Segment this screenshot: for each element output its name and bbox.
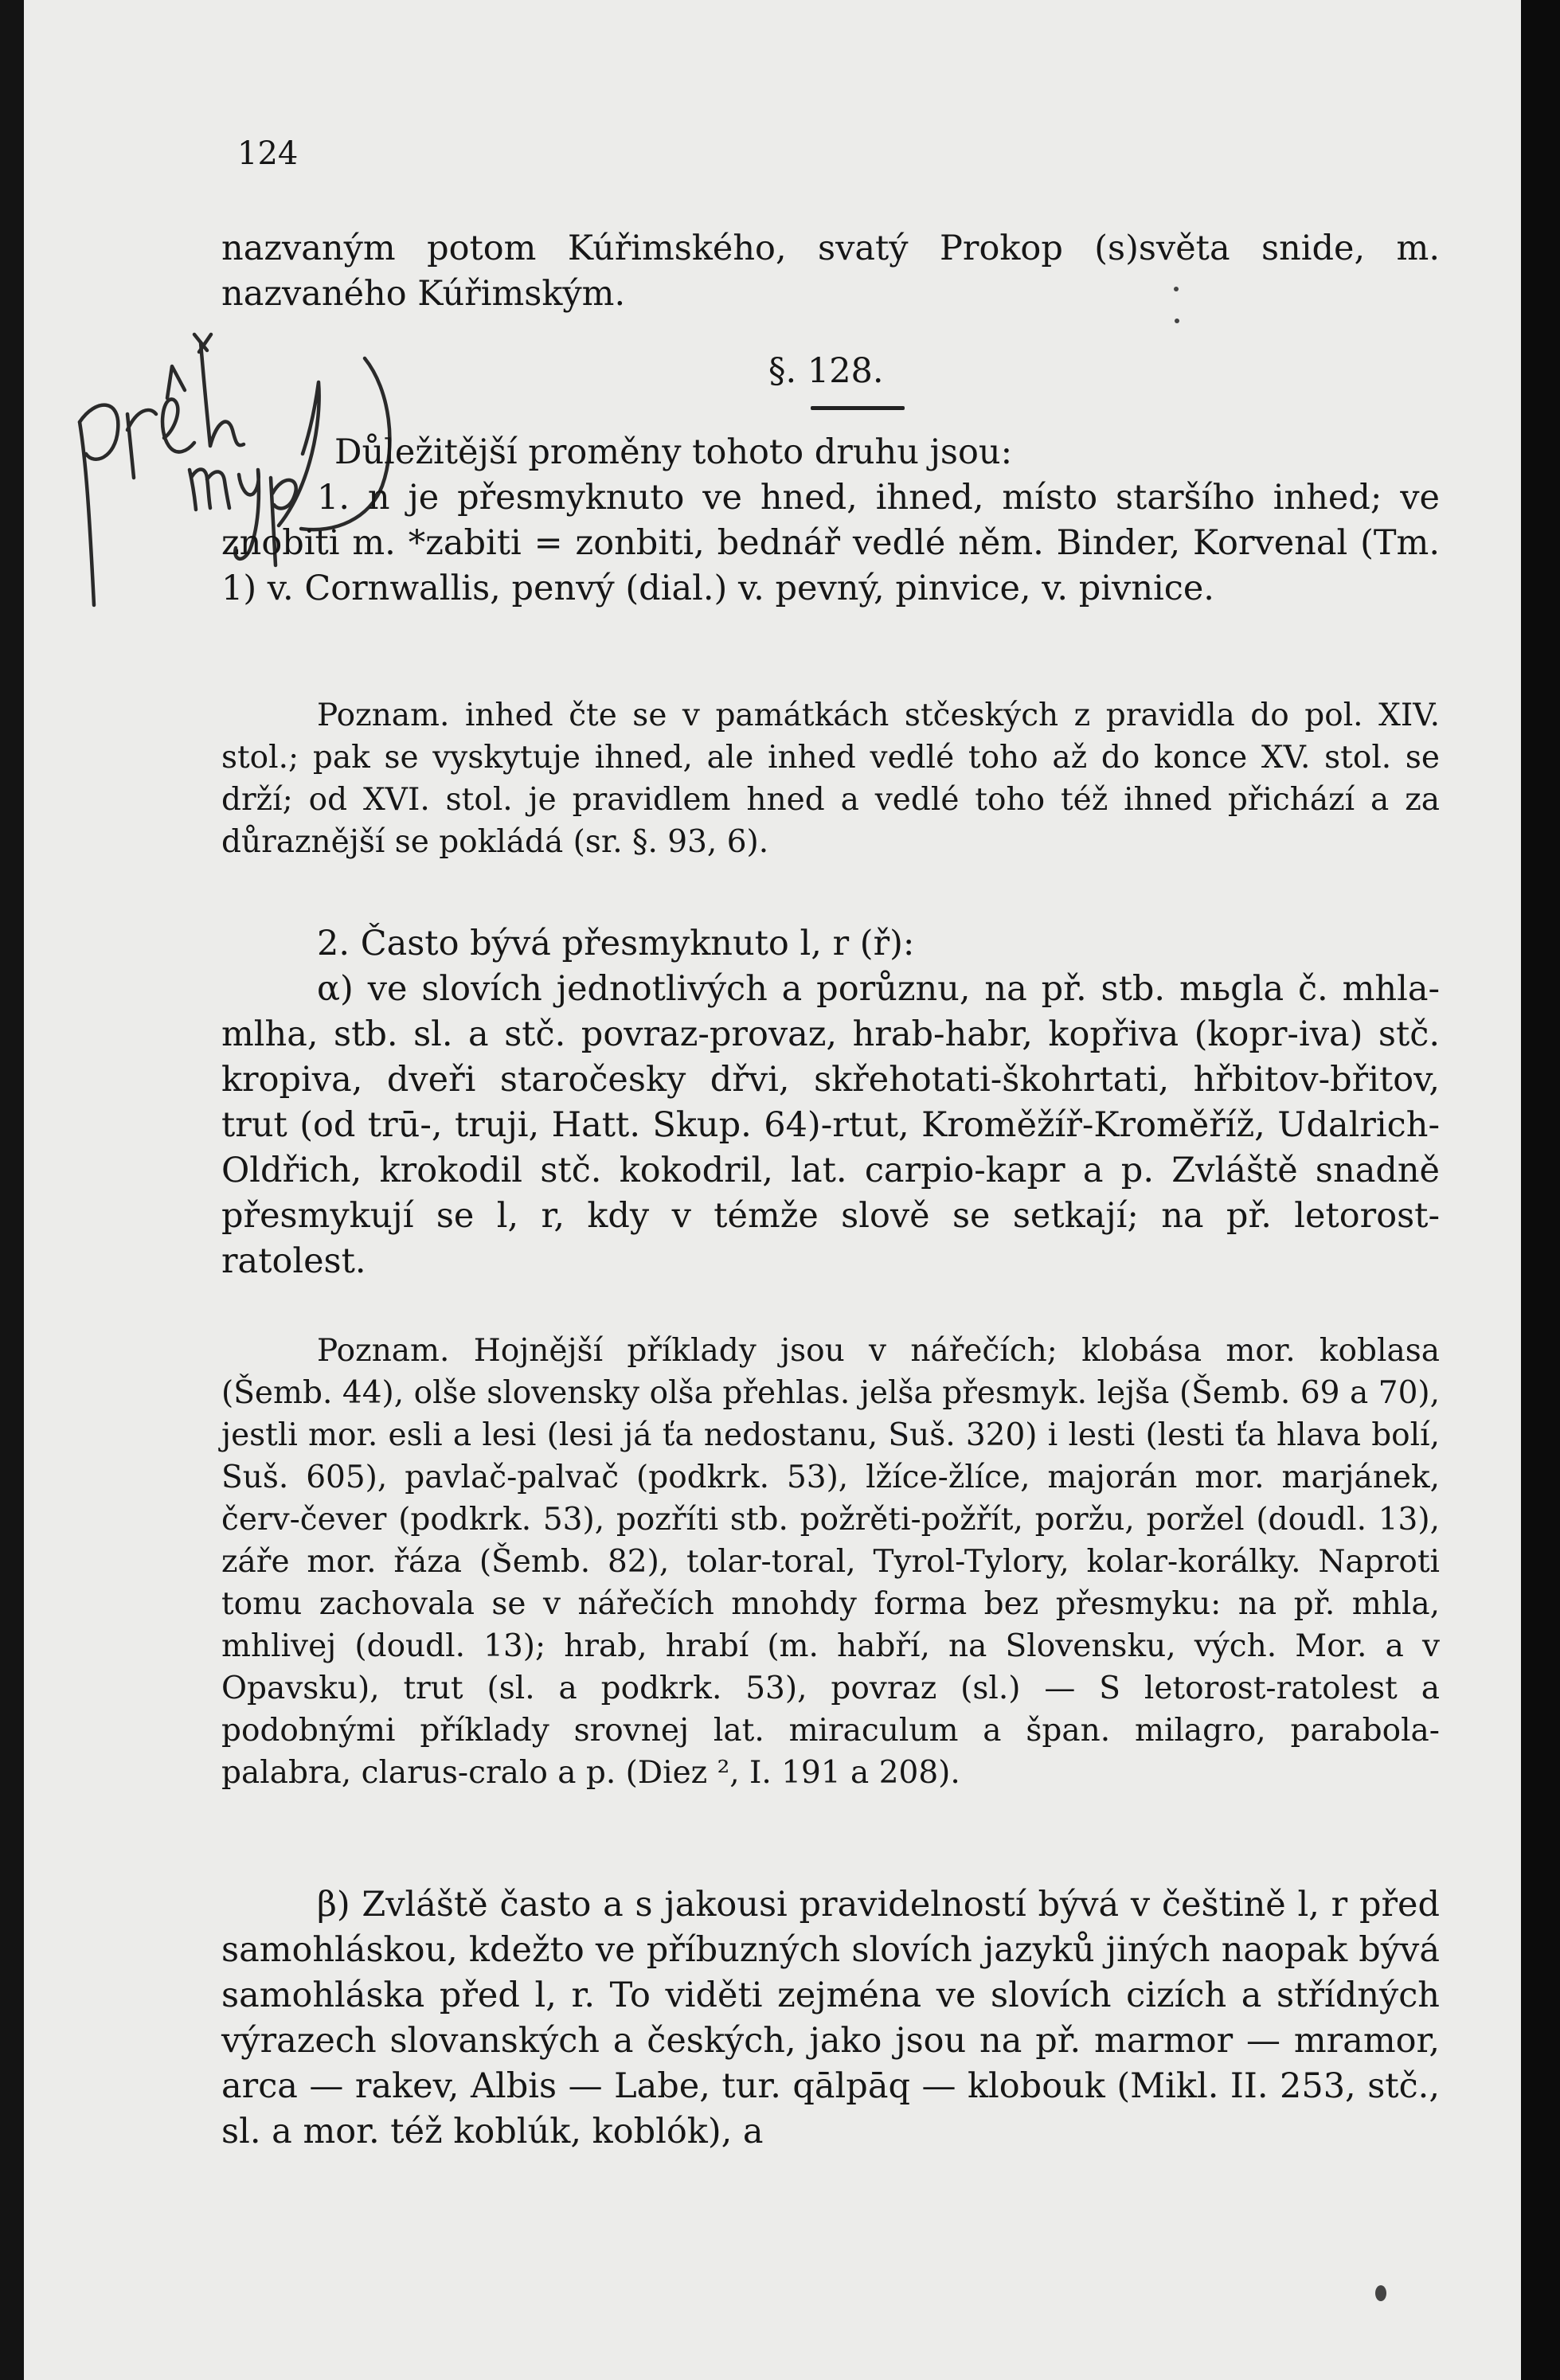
paragraph-3 [221, 475, 1440, 612]
paragraph-5 [221, 967, 1440, 1284]
paragraph-1 [221, 226, 1440, 317]
scan-edge [1521, 0, 1560, 2380]
note-2 [221, 1330, 1440, 1794]
note-paragraph: Poznam. inhed čte se v památkách stčeských z pravidla do pol. XIV. stol.; pak se vyskytuje ihned, ale inhed vedlé toho až do konce XV. stol. se drží; od XVI. stol. je pravidlem hned a vedlé toho též ihned přichází a za důraznější se pokládá (sr. §. 93, 6). [221, 698, 1440, 860]
section-underline [811, 406, 905, 410]
scan-speck [1375, 2285, 1386, 2301]
paragraph-6 [221, 1882, 1440, 2155]
note-paragraph: Poznam. Hojnější příklady jsou v nářečích; klobása mor. koblasa (Šemb. 44), olše slovensky olša přehlas. jelša přesmyk. lejša (Šemb. 69 a 70), jestli mor. esli a lesi (lesi já ťa nedostanu, Suš. 320) i lesti (lesti ťa hlava bolí, Suš. 605), pavlač-palvač (podkrk. 53), lžíce-žlíce, majorán mor. marjánek, červ-čever (podkrk. 53), pozříti stb. požrěti-požřít, poržu, poržel (doudl. 13), záře mor. řáza (Šemb. 82), tolar-toral, Tyrol-Tylory, kolar-korálky. Naproti tomu zachovala se v nářečích mnohdy forma bez přesmyku: na př. mhla, mhlivej (doudl. 13); hrab, hrabí (m. habří, na Slovensku, vých. Mor. a v Opavsku), trut (sl. a podkrk. 53), povraz (sl.) — S letorost-ratolest a podobnými příklady srovnej lat. miraculum a špan. milagro, parabola-palabra, clarus-cralo a p. (Diez ², I. 191 a 208). [221, 1333, 1440, 1791]
scan-speck [1174, 287, 1179, 291]
page-number: 124 [237, 135, 299, 172]
text-paragraph: nazvaným potom Kúřimského, svatý Prokop (s)světa snide, m. nazvaného Kúřimským. [221, 229, 1440, 314]
section-heading: §. 128. [768, 351, 884, 391]
text-paragraph: Důležitější proměny tohoto druhu jsou: [334, 432, 1013, 472]
text-paragraph: 2. Často bývá přesmyknuto l, r (ř): [317, 924, 915, 963]
text-paragraph: 1. n je přesmyknuto ve hned, ihned, místo staršího inhed; ve znobiti m. *zabiti = zonbiti, bednář vedlé něm. Binder, Korvenal (Tm. 1) v. Cornwallis, penvý (dial.) v. pevný, pinvice, v. pivnice. [221, 478, 1440, 608]
text-paragraph: β) Zvláště často a s jakousi pravidelností bývá v češtině l, r před samohláskou, kdežto ve příbuzných slovích jazyků jiných naopak bývá samohláska před l, r. To viděti zejména ve slovích cizích a střídných výrazech slovanských a českých, jako jsou na př. marmor — mramor, arca — rakev, Albis — Labe, tur. qālpāq — klobouk (Mikl. II. 253, stč., sl. a mor. též koblúk, koblók), a [221, 1885, 1440, 2151]
note-1 [221, 694, 1440, 863]
text-paragraph: α) ve slovích jednotlivých a porůznu, na př. stb. mьgla č. mhla-mlha, stb. sl. a stč. povraz-provaz, hrab-habr, kopřiva (kopr-iva) stč. kropiva, dveři staročesky dřvi, skřehotati-škohrtati, hřbitov-břitov, trut (od trū-, truji, Hatt. Skup. 64)-rtut, Kroměžíř-Kroměříž, Udalrich-Oldřich, krokodil stč. kokodril, lat. carpio-kapr a p. Zvláště snadně přesmykují se l, r, kdy v témže slově se setkají; na př. letorost-ratolest. [221, 969, 1440, 1281]
paragraph-2 [334, 430, 1440, 475]
scan-speck [1175, 319, 1179, 323]
paragraph-4 [221, 921, 1440, 967]
